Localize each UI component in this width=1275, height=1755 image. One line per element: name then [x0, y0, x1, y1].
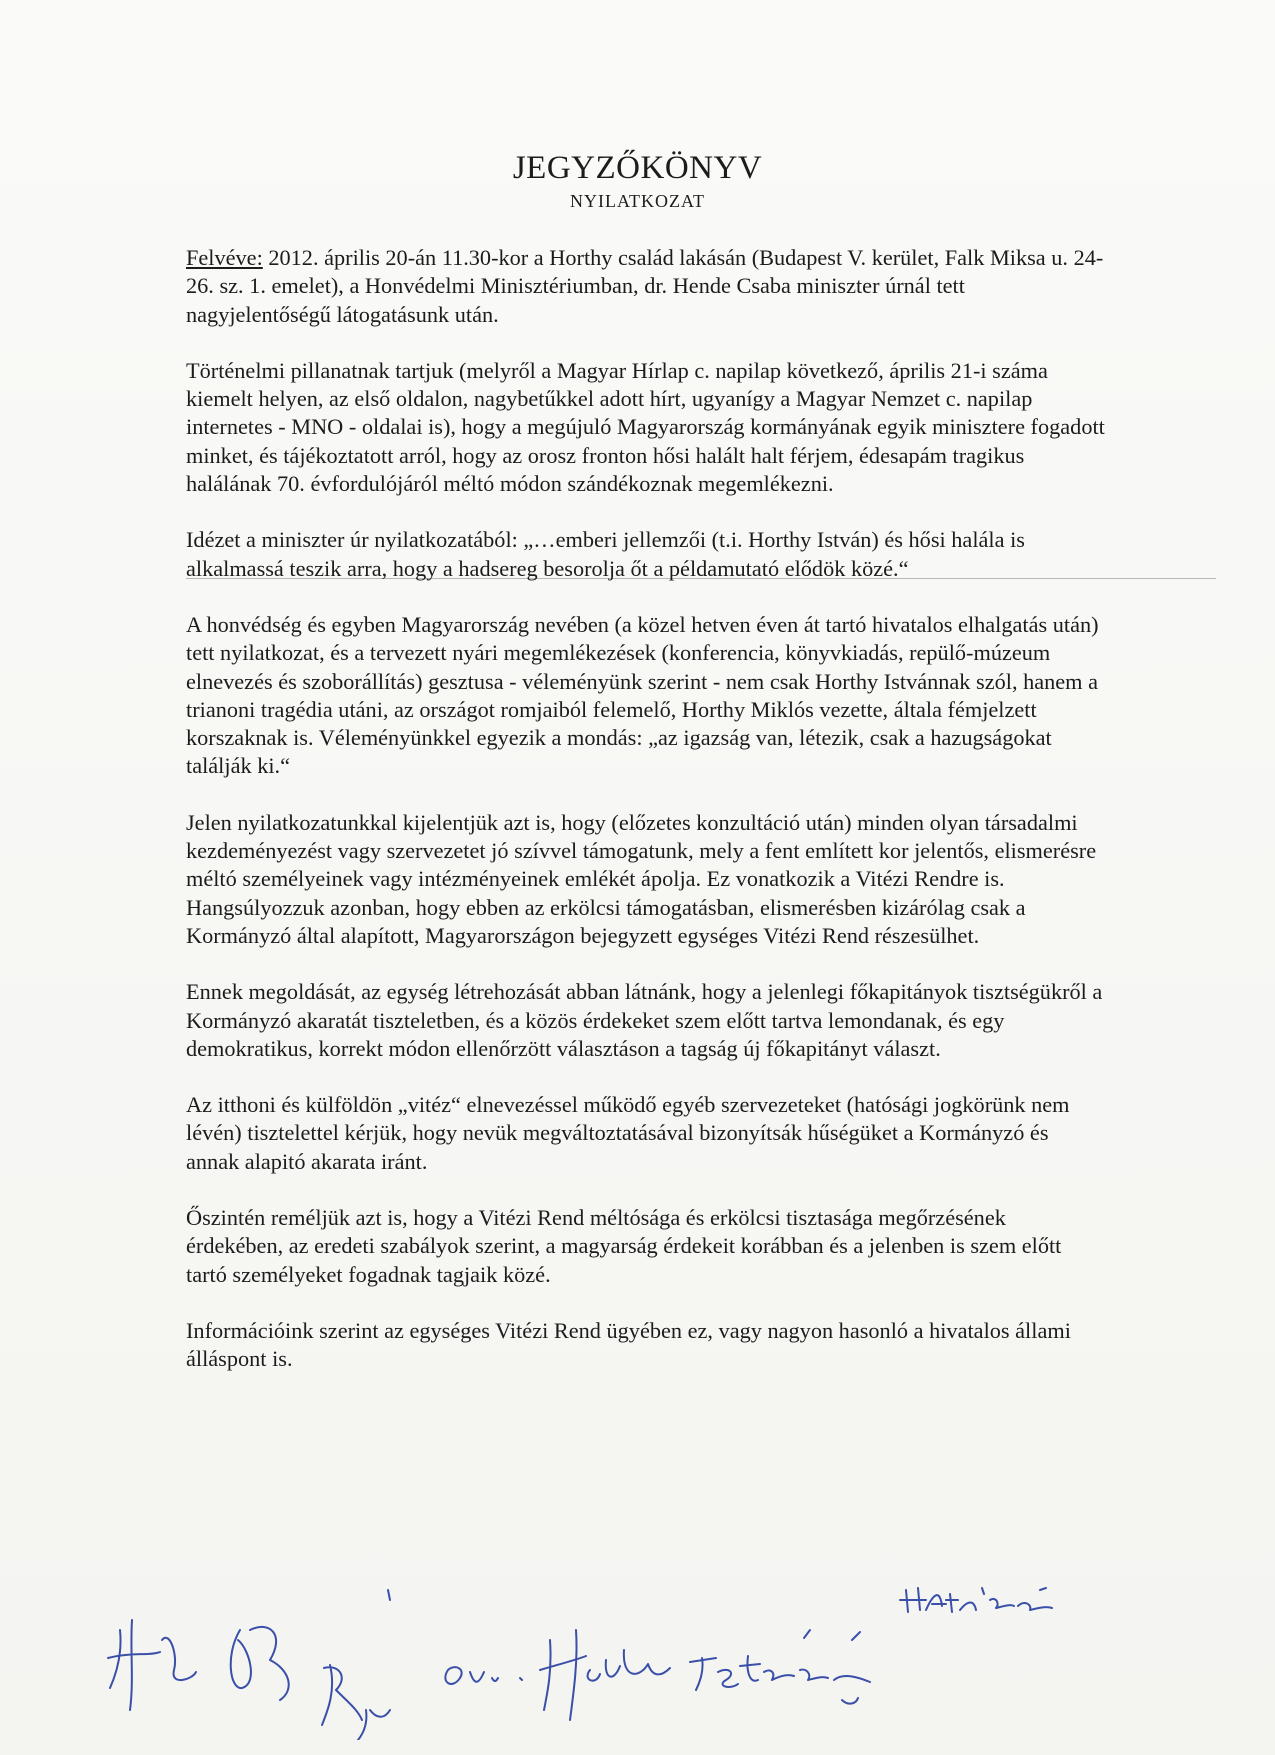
- paragraph-information: Információink szerint az egységes Vitézi Rend ügyében ez, vagy nagyon hasonló a hivatalos állami álláspont is.: [186, 1317, 1071, 1372]
- paragraph-hope: Őszintén reméljük azt is, hogy a Vitézi Rend méltósága és erkölcsi tisztasága megőrzésének érdekében, az eredeti szabályok szerint, a magyarság érdekeit korábban és a jelenben is szem előtt tartó személyeket fogadnak tagjaik közé.: [186, 1205, 1062, 1287]
- signature-horthy-istvan: [900, 1588, 1052, 1612]
- handwritten-signatures: [100, 1560, 1200, 1740]
- recorded-text: 2012. április 20-án 11.30-kor a Horthy család lakásán (Budapest V. kerület, Falk Miksa u. 24-26. sz. 1. emelet), a Honvédelmi Minisztériumban, dr. Hende Csaba miniszter úrnál tett nagyjelentőségű látogatásunk után.: [186, 245, 1104, 327]
- paragraph-declaration: Jelen nyilatkozatunkkal kijelentjük azt is, hogy (előzetes konzultáció után) minden olyan társadalmi kezdeményezést vagy szervezetet jó szívvel támogatunk, mely a fent említett kor jelentős, elismerésre méltó személyeinek vagy intézményeinek emlékét ápolja. Ez vonatkozik a Vitézi Rendre is. Hangsúlyozzuk azonban, hogy ebben az erkölcsi támogatásban, elismerésben kizárólag csak a Kormányzó által alapított, Magyarországon bejegyzett egységes Vitézi Rend részesülhet.: [186, 809, 1097, 948]
- signature-ozv-horthy-istvanne: [445, 1630, 870, 1720]
- signatures: [100, 1560, 1200, 1740]
- signature-third: [322, 1590, 390, 1740]
- paragraph-quote: Idézet a miniszter úr nyilatkozatából: „…emberi jellemzői (t.i. Horthy István) és hősi halála is alkalmassá teszik arra, hogy a hadsereg besorolja őt a példamutató elődök közé.“: [186, 527, 1025, 581]
- signature-horthy-2: [231, 1627, 289, 1700]
- paragraph-historic-moment: Történelmi pillanatnak tartjuk (melyről a Magyar Hírlap c. napilap következő, április 21-i száma kiemelt helyen, az első oldalon, nagybetűkkel adott hírt, ugyanígy a Magyar Nemzet c. napilap internetes - MNO - oldalai is), hogy a megújuló Magyarország kormányának egyik minisztere fogadott minket, és tájékoztatott arról, hogy az orosz fronton hősi halált halt férjem, édesapám tragikus halálának 70. évfordulójáról méltó módon szándékoznak megemlékezni.: [186, 357, 1105, 497]
- signature-horthy-1: [108, 1620, 196, 1710]
- document-header: [0, 148, 1275, 214]
- document-subtitle: NYILATKOZAT: [570, 191, 705, 211]
- document-title: JEGYZŐKÖNYV: [512, 150, 763, 186]
- paragraph-statement: A honvédség és egyben Magyarország nevében (a közel hetven éven át tartó hivatalos elhalgatás után) tett nyilatkozat, és a tervezett nyári megemlékezések (konferencia, könyvkiadás, repülő-múzeum elnevezés és szoborállítás) gesztusa - véleményünk szerint - nem csak Horthy Istvánnak szól, hanem a trianoni tragédia utáni, az országot romjaiból felemelő, Horthy Miklós vezette, általa fémjelzett korszaknak is. Véleményünkkel egyezik a mondás: „az igazság van, létezik, csak a hazugságokat találják ki.“: [186, 611, 1099, 779]
- recorded-label: Felvéve:: [186, 245, 263, 270]
- paragraph-recorded: [186, 244, 1106, 329]
- paragraph-solution: Ennek megoldását, az egység létrehozását abban látnánk, hogy a jelenlegi főkapitányok tisztségükről a Kormányzó akaratát tiszteletben, és a közös érdekeket szem előtt tartva lemondanak, és egy demokratikus, korrekt módon ellenőrzött választáson a tagság új főkapitányt választ.: [186, 979, 1103, 1061]
- document-body: [186, 244, 1106, 1402]
- paragraph-request: Az itthoni és külföldön „vitéz“ elnevezéssel működő egyéb szervezeteket (hatósági jogkörünk nem lévén) tisztelettel kérjük, hogy nevük megváltoztatásával bizonyítsák hűségüket a Kormányzó és annak alapitó akarata iránt.: [186, 1092, 1070, 1174]
